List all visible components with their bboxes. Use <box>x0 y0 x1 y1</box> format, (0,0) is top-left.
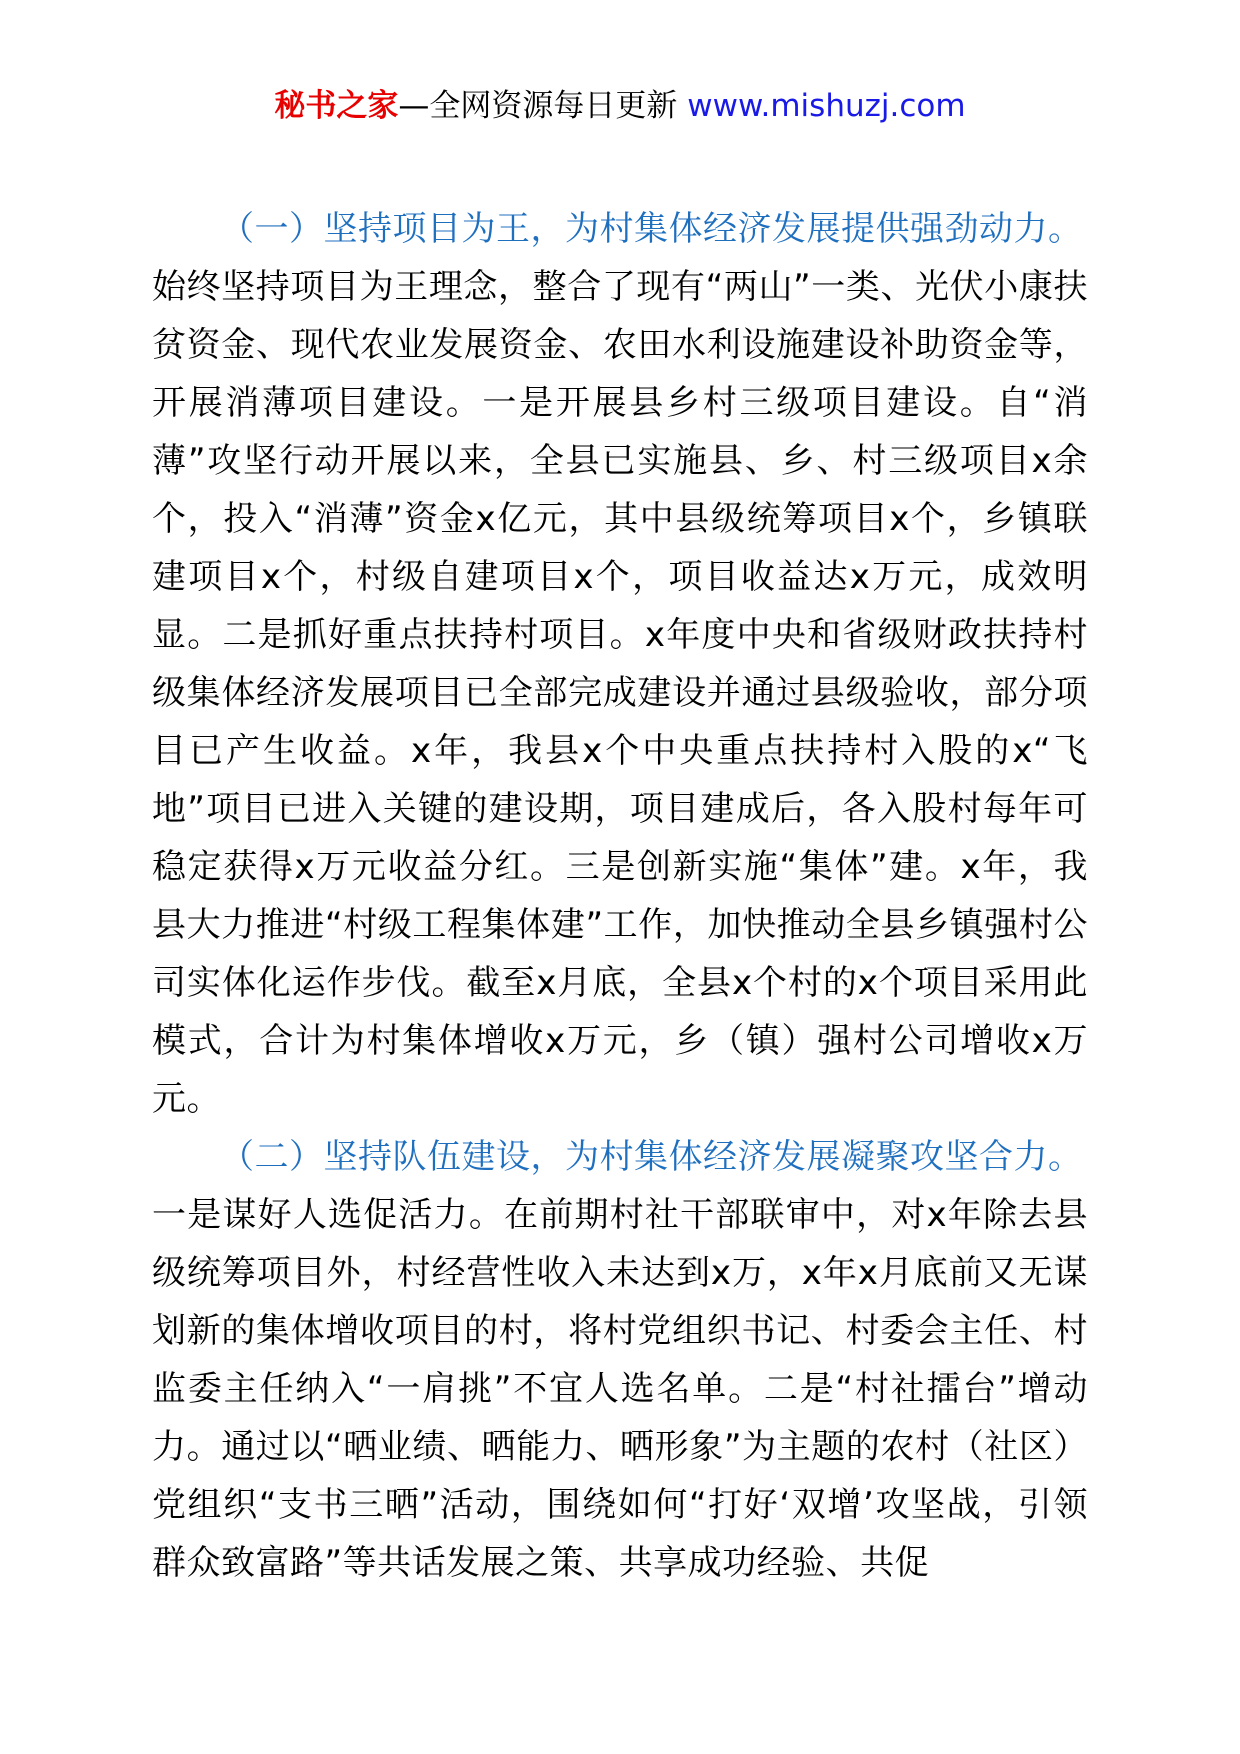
document-body <box>152 200 1088 1592</box>
section-body-1: 始终坚持项目为王理念，整合了现有“两山”一类、光伏小康扶贫资金、现代农业发展资金、农田水利设施建设补助资金等，开展消薄项目建设。一是开展县乡村三级项目建设。自“消薄”攻坚行动开展以来，全县已实施县、乡、村三级项目x余个，投入“消薄”资金x亿元，其中县级统筹项目x个，乡镇联建项目x个，村级自建项目x个，项目收益达x万元，成效明显。二是抓好重点扶持村项目。x年度中央和省级财政扶持村级集体经济发展项目已全部完成建设并通过县级验收，部分项目已产生收益。x年，我县x个中央重点扶持村入股的x“飞地”项目已进入关键的建设期，项目建成后，各入股村每年可稳定获得x万元收益分红。三是创新实施“集体”建。x年，我县大力推进“村级工程集体建”工作，加快推动全县乡镇强村公司实体化运作步伐。截至x月底，全县x个村的x个项目采用此模式，合计为村集体增收x万元，乡（镇）强村公司增收x万元。 <box>152 267 1088 1119</box>
section-heading-2: （二）坚持队伍建设，为村集体经济发展凝聚攻坚合力。 <box>220 1137 1083 1177</box>
page-header <box>0 86 1240 126</box>
website-link[interactable]: www.mishuzj.com <box>687 88 966 124</box>
brand-name: 秘书之家 <box>274 88 399 124</box>
section-heading-1: （一）坚持项目为王，为村集体经济发展提供强劲动力。 <box>220 209 1083 249</box>
section-body-2: 一是谋好人选促活力。在前期村社干部联审中，对x年除去县级统筹项目外，村经营性收入未达到x万，x年x月底前又无谋划新的集体增收项目的村，将村党组织书记、村委会主任、村监委主任纳入“一肩挑”不宜人选名单。二是“村社擂台”增动力。通过以“晒业绩、晒能力、晒形象”为主题的农村（社区）党组织“支书三晒”活动，围绕如何“打好‘双增’攻坚战，引领群众致富路”等共话发展之策、共享成功经验、共促 <box>152 1195 1088 1583</box>
header-tagline: —全网资源每日更新 <box>398 88 688 124</box>
